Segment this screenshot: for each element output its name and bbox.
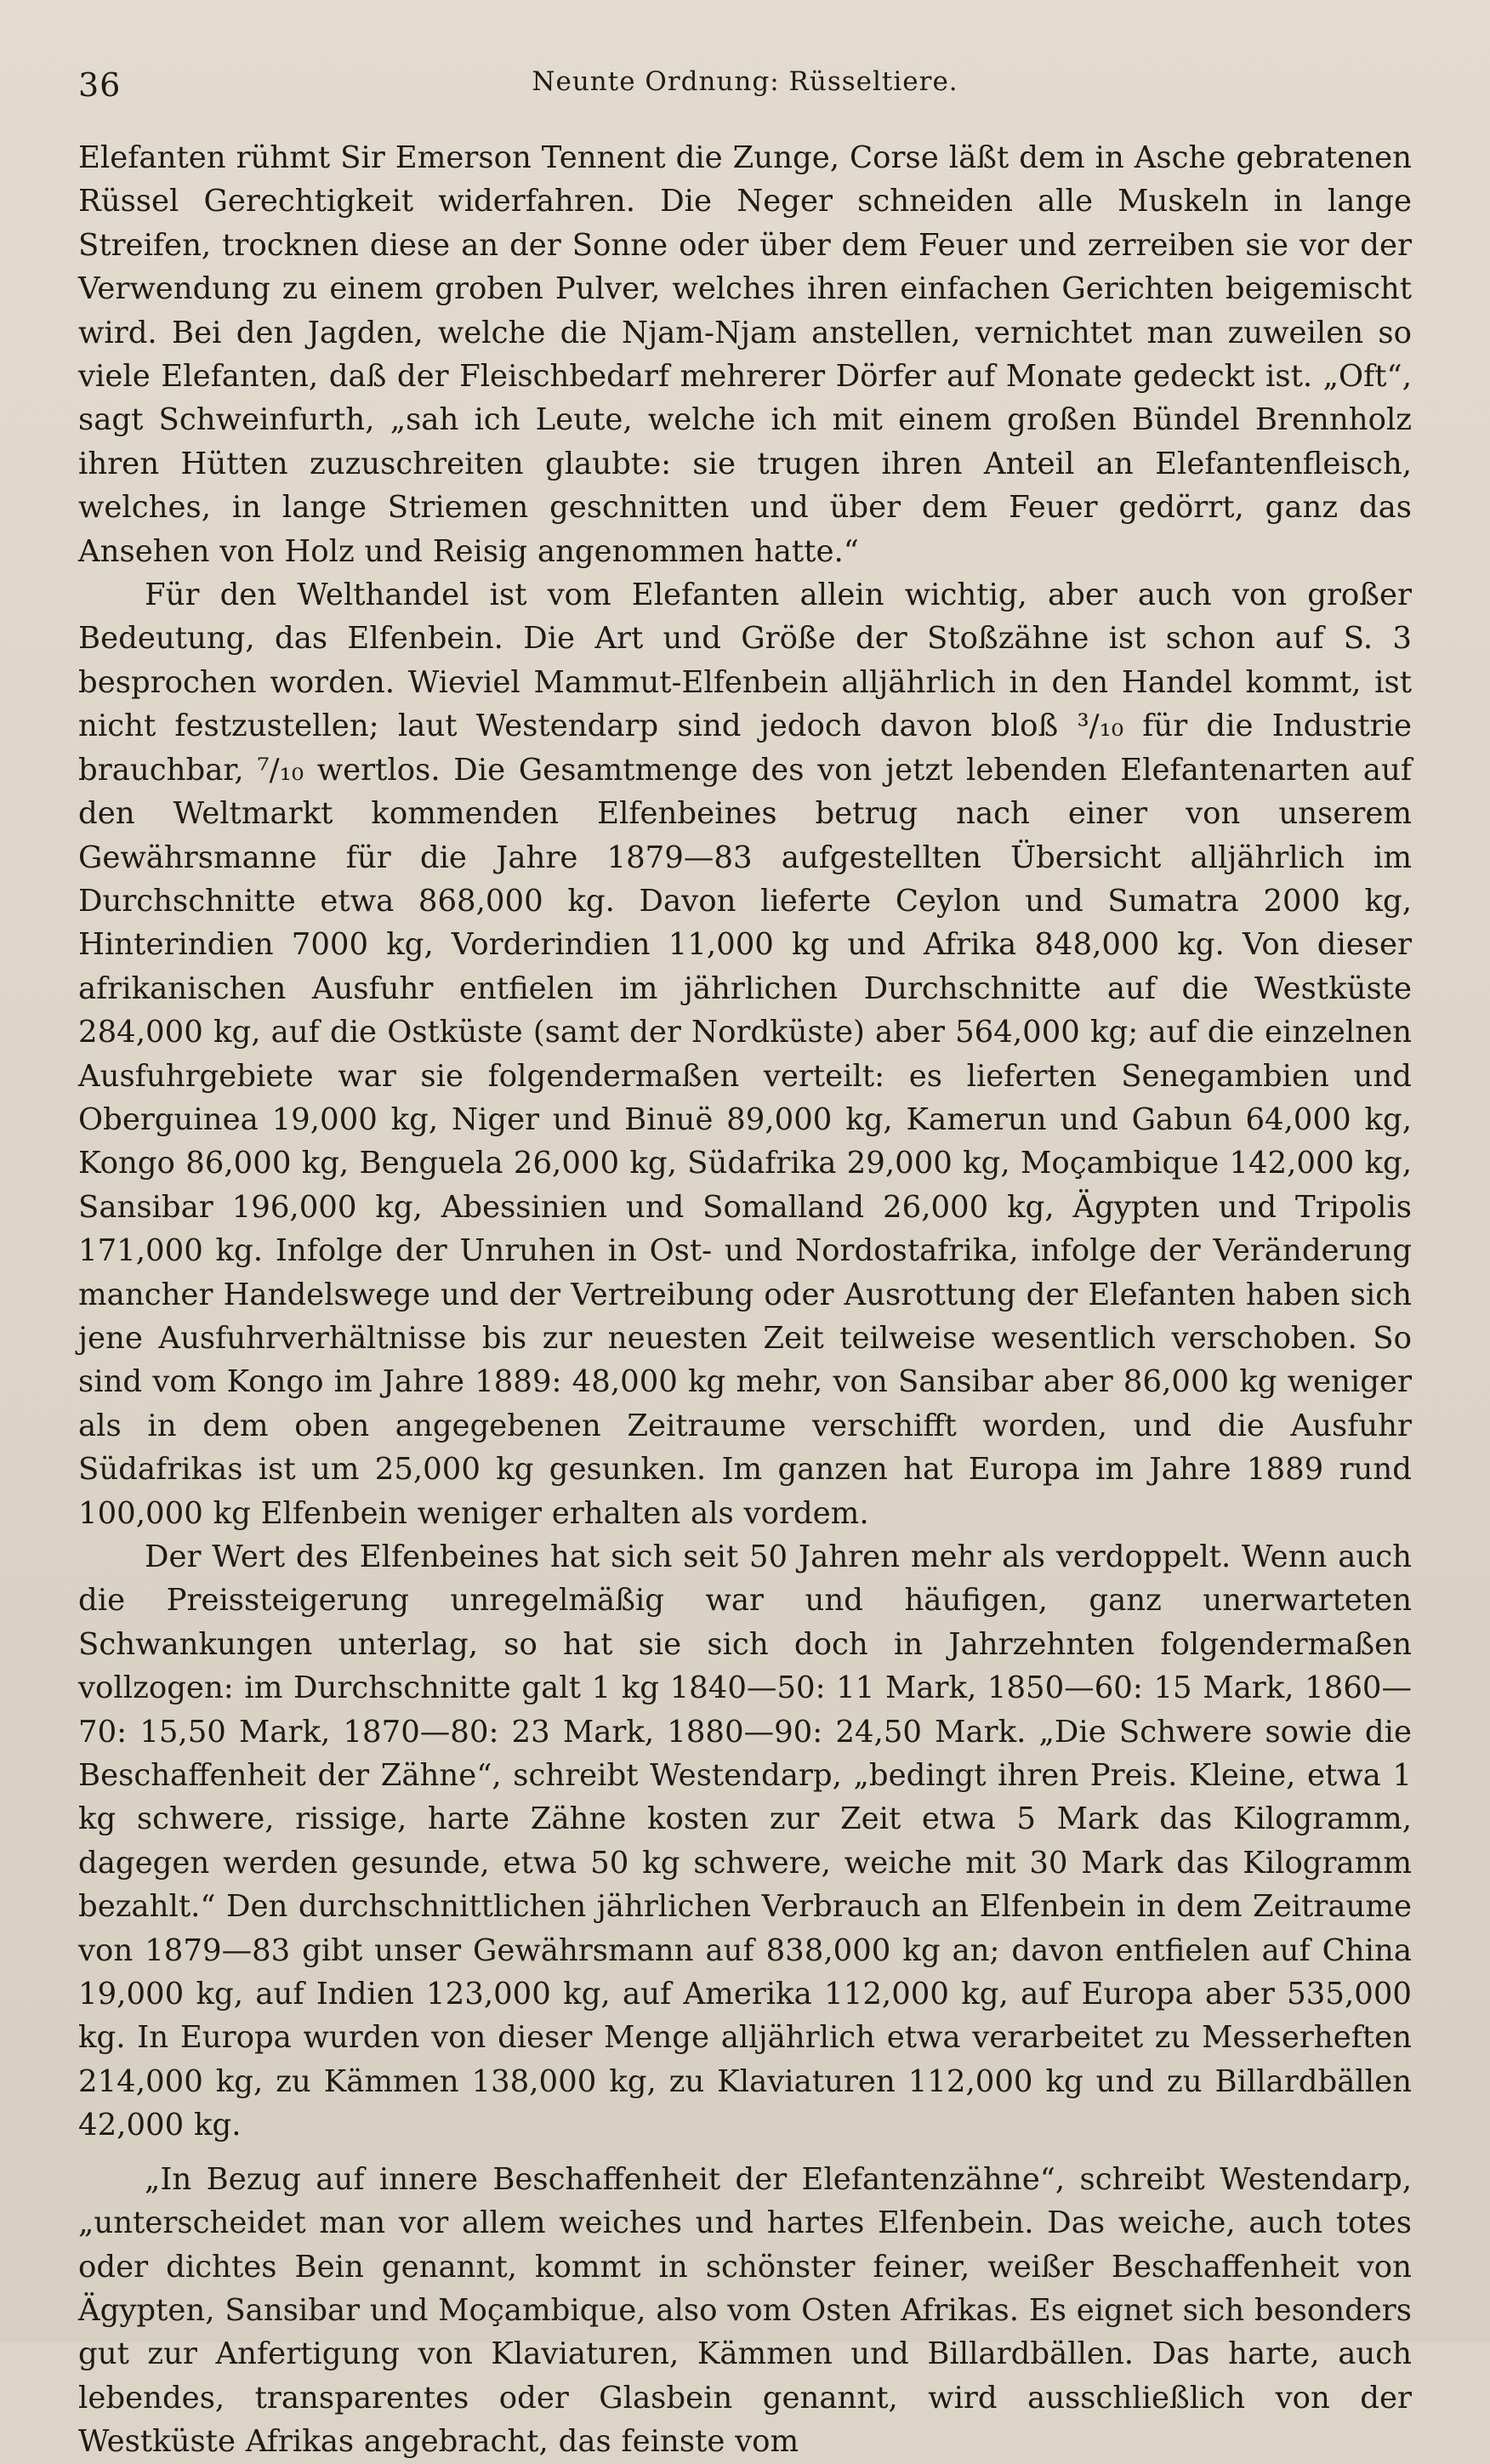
running-title: Neunte Ordnung: Rüsseltiere. (532, 66, 958, 97)
paragraph-continued: Elefanten rühmt Sir Emerson Tennent die Zunge, Corse läßt dem in Asche gebratenen Rüssel Gerechtigkeit widerfahren. Die Neger schneiden alle Muskeln in lange Streifen, trocknen diese an der Sonne oder über dem Feuer und zerreiben sie vor der Verwendung zu einem groben Pulver, welches ihren einfachen Gerichten beigemischt wird. Bei den Jagden, welche die Njam-Njam anstellen, vernichtet man zuweilen so viele Elefanten, daß der Fleischbedarf mehrerer Dörfer auf Monate gedeckt ist. „Oft“, sagt Schweinfurth, „sah ich Leute, welche ich mit einem großen Bündel Brennholz ihren Hütten zuzuschreiten glaubte: sie trugen ihren Anteil an Elefantenfleisch, welches, in lange Striemen geschnitten und über dem Feuer gedörrt, ganz das Ansehen von Holz und Reisig angenommen hatte.“ (78, 140, 1412, 569)
page-number: 36 (78, 66, 122, 104)
page-header (78, 61, 1412, 112)
paragraph-ivory-value: Der Wert des Elfenbeines hat sich seit 50 Jahren mehr als verdoppelt. Wenn auch die Preissteigerung unregelmäßig war und häufigen, ganz unerwarteten Schwankungen unterlag, so hat sie sich doch in Jahrzehnten folgendermaßen vollzogen: im Durchschnitte galt 1 kg 1840—50: 11 Mark, 1850—60: 15 Mark, 1860—70: 15,50 Mark, 1870—80: 23 Mark, 1880—90: 24,50 Mark. „Die Schwere sowie die Beschaffenheit der Zähne“, schreibt Westendarp, „bedingt ihren Preis. Kleine, etwa 1 kg schwere, rissige, harte Zähne kosten zur Zeit etwa 5 Mark das Kilogramm, dagegen werden gesunde, etwa 50 kg schwere, weiche mit 30 Mark das Kilogramm bezahlt.“ Den durchschnittlichen jährlichen Verbrauch an Elfenbein in dem Zeitraume von 1879—83 gibt unser Gewährsmann auf 838,000 kg an; davon entfielen auf China 19,000 kg, auf Indien 123,000 kg, auf Amerika 112,000 kg, auf Europa aber 535,000 kg. In Europa wurden von dieser Menge alljährlich etwa verarbeitet zu Messerheften 214,000 kg, zu Kämmen 138,000 kg, zu Klaviaturen 112,000 kg und zu Billardbällen 42,000 kg. (78, 1539, 1412, 2143)
paragraph-ivory-quality: „In Bezug auf innere Beschaffenheit der Elefantenzähne“, schreibt Westendarp, „unterscheidet man vor allem weiches und hartes Elfenbein. Das weiche, auch totes oder dichtes Bein genannt, kommt in schönster feiner, weißer Beschaffenheit von Ägypten, Sansibar und Moçambique, also vom Osten Afrikas. Es eignet sich besonders gut zur Anfertigung von Klaviaturen, Kämmen und Billardbällen. Das harte, auch lebendes, transparentes oder Glasbein genannt, wird ausschließlich von der Westküste Afrikas angebracht, das feinste vom (78, 2161, 1412, 2460)
body-text (78, 136, 1412, 2464)
paragraph-ivory-trade: Für den Welthandel ist vom Elefanten allein wichtig, aber auch von großer Bedeutung, das Elfenbein. Die Art und Größe der Stoßzähne ist schon auf S. 3 besprochen worden. Wieviel Mammut-Elfenbein alljährlich in den Handel kommt, ist nicht festzustellen; laut Westendarp sind jedoch davon bloß ³/₁₀ für die Industrie brauchbar, ⁷/₁₀ wertlos. Die Gesamtmenge des von jetzt lebenden Elefantenarten auf den Weltmarkt kommenden Elfenbeines betrug nach einer von unserem Gewährsmanne für die Jahre 1879—83 aufgestellten Übersicht alljährlich im Durchschnitte etwa 868,000 kg. Davon lieferte Ceylon und Sumatra 2000 kg, Hinterindien 7000 kg, Vorderindien 11,000 kg und Afrika 848,000 kg. Von dieser afrikanischen Ausfuhr entfielen im jährlichen Durchschnitte auf die Westküste 284,000 kg, auf die Ostküste (samt der Nordküste) aber 564,000 kg; auf die einzelnen Ausfuhrgebiete war sie folgendermaßen verteilt: es lieferten Senegambien und Oberguinea 19,000 kg, Niger und Binuë 89,000 kg, Kamerun und Gabun 64,000 kg, Kongo 86,000 kg, Benguela 26,000 kg, Südafrika 29,000 kg, Moçambique 142,000 kg, Sansibar 196,000 kg, Abessinien und Somalland 26,000 kg, Ägypten und Tripolis 171,000 kg. Infolge der Unruhen in Ost- und Nordostafrika, infolge der Veränderung mancher Handelswege und der Vertreibung oder Ausrottung der Elefanten haben sich jene Ausfuhrverhältnisse bis zur neuesten Zeit teilweise wesentlich verschoben. So sind vom Kongo im Jahre 1889: 48,000 kg mehr, von Sansibar aber 86,000 kg weniger als in dem oben angegebenen Zeitraume verschifft worden, und die Ausfuhr Südafrikas ist um 25,000 kg gesunken. Im ganzen hat Europa im Jahre 1889 rund 100,000 kg Elfenbein weniger erhalten als vordem. (78, 578, 1412, 1531)
